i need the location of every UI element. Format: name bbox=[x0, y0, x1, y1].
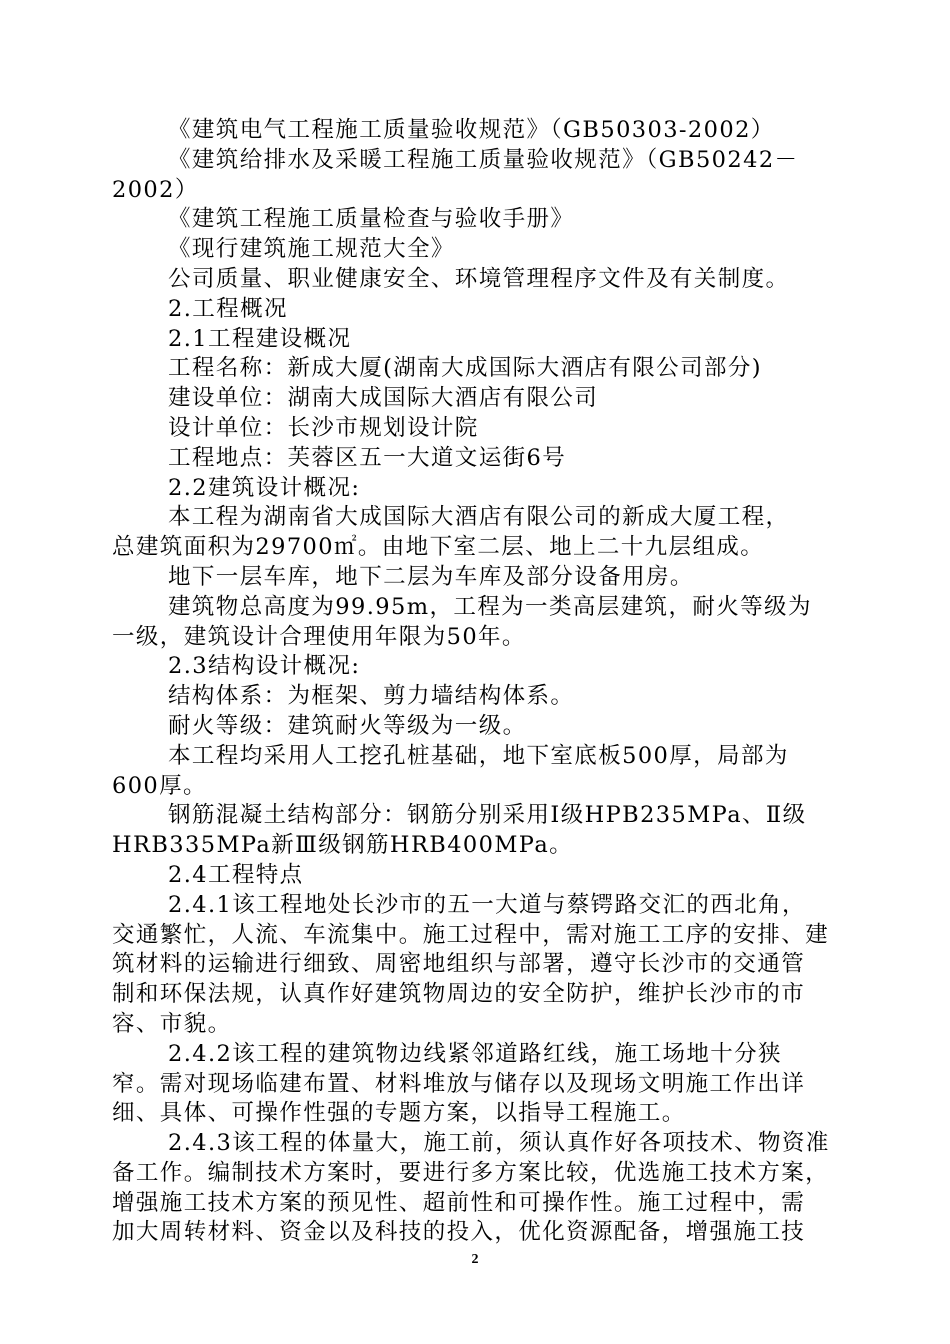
text-line: 细、具体、可操作性强的专题方案，以指导工程施工。 bbox=[112, 1100, 686, 1127]
text-line: 600厚。 bbox=[112, 772, 207, 799]
text-line: 备工作。编制技术方案时，要进行多方案比较，优选施工技术方案， bbox=[112, 1159, 830, 1186]
text-line: 2002） bbox=[112, 176, 199, 203]
text-line: 加大周转材料、资金以及科技的投入，优化资源配备，增强施工技 bbox=[112, 1219, 806, 1246]
text-line: 结构体系：为框架、剪力墙结构体系。 bbox=[168, 683, 575, 710]
text-line: 工程地点：芙蓉区五一大道文运街6号 bbox=[168, 444, 567, 471]
text-line: 《建筑电气工程施工质量验收规范》（GB50303-2002） bbox=[168, 117, 775, 143]
text-line: 建设单位：湖南大成国际大酒店有限公司 bbox=[168, 385, 599, 412]
text-line: 钢筋混凝土结构部分：钢筋分别采用Ⅰ级HPB235MPa、Ⅱ级 bbox=[168, 802, 807, 829]
text-line: 2.1工程建设概况 bbox=[168, 325, 352, 352]
text-line: 工程名称：新成大厦(湖南大成国际大酒店有限公司部分) bbox=[168, 355, 762, 382]
text-line: 2.4.3该工程的体量大，施工前，须认真作好各项技术、物资准 bbox=[168, 1130, 830, 1157]
text-line: 2.工程概况 bbox=[168, 295, 288, 322]
text-line: 2.4工程特点 bbox=[168, 861, 304, 888]
page-number: 2 bbox=[471, 1252, 479, 1267]
body-text bbox=[112, 116, 832, 1248]
text-line: 增强施工技术方案的预见性、超前性和可操作性。施工过程中，需 bbox=[112, 1189, 806, 1216]
text-line: 容、市貌。 bbox=[112, 1010, 232, 1037]
text-line: 2.2建筑设计概况: bbox=[168, 474, 361, 501]
text-line: 本工程为湖南省大成国际大酒店有限公司的新成大厦工程， bbox=[168, 504, 790, 531]
text-line: 2.4.1该工程地处长沙市的五一大道与蔡锷路交汇的西北角， bbox=[168, 891, 806, 918]
text-line: 一级，建筑设计合理使用年限为50年。 bbox=[112, 623, 526, 650]
text-line: 公司质量、职业健康安全、环境管理程序文件及有关制度。 bbox=[168, 265, 790, 292]
text-line: 总建筑面积为29700㎡。由地下室二层、地上二十九层组成。 bbox=[112, 534, 765, 561]
text-line: 耐火等级：建筑耐火等级为一级。 bbox=[168, 712, 527, 739]
text-line: 筑材料的运输进行细致、周密地组织与部署，遵守长沙市的交通管 bbox=[112, 951, 806, 978]
text-line: 窄。需对现场临建布置、材料堆放与储存以及现场文明施工作出详 bbox=[112, 1070, 806, 1097]
text-line: 地下一层车库，地下二层为车库及部分设备用房。 bbox=[168, 563, 694, 590]
text-line: 设计单位：长沙市规划设计院 bbox=[168, 414, 479, 441]
text-line: 2.3结构设计概况: bbox=[168, 653, 361, 680]
text-line: 本工程均采用人工挖孔桩基础，地下室底板500厚，局部为 bbox=[168, 742, 789, 769]
text-line: 《建筑工程施工质量检查与验收手册》 bbox=[168, 206, 575, 233]
text-line: 2.4.2该工程的建筑物边线紧邻道路红线，施工场地十分狭 bbox=[168, 1040, 782, 1067]
text-line: 《现行建筑施工规范大全》 bbox=[168, 236, 455, 263]
text-line: 《建筑给排水及采暖工程施工质量验收规范》（GB50242－ bbox=[168, 146, 799, 173]
text-line: HRB335MPa新Ⅲ级钢筋HRB400MPa。 bbox=[112, 832, 574, 859]
text-line: 制和环保法规，认真作好建筑物周边的安全防护，维护长沙市的市 bbox=[112, 981, 806, 1008]
text-line: 交通繁忙，人流、车流集中。施工过程中，需对施工工序的安排、建 bbox=[112, 921, 830, 948]
text-line: 建筑物总高度为99.95m，工程为一类高层建筑，耐火等级为 bbox=[168, 593, 812, 620]
